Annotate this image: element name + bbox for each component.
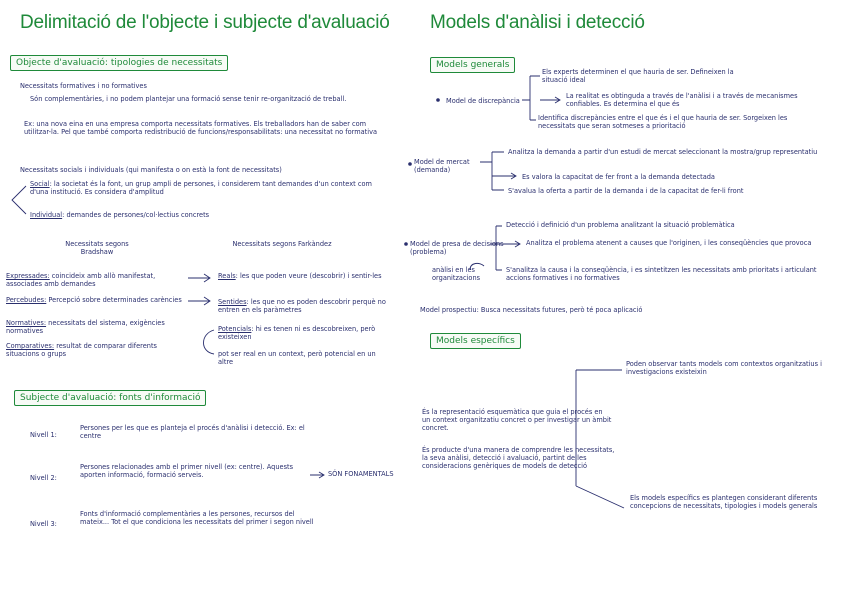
nivell-3-text: Fonts d'informació complementàries a les persones, recursos del mateix... Tot el que condiciona les necessitats del primer i segon nivell bbox=[80, 510, 314, 526]
formatives-example: Ex: una nova eina en una empresa comporta necessitats formatives. Els treballadors han de saber com utilitzar-la. Pel que també comporta redistribució de funcions/responsabilitats: una necessitat no formativa bbox=[24, 120, 378, 136]
especifics-center-1: És la representació esquemàtica que guia el procés en un context organitzatiu concret o per investigar un àmbit concret. bbox=[422, 408, 612, 432]
especifics-right-2: Els models específics es plantegen considerant diferents concepcions de necessitats, tipologies i models generals bbox=[630, 494, 818, 510]
social-label: Social bbox=[30, 180, 50, 188]
especifics-center-2: És producte d'una manera de comprendre les necessitats, la seva anàlisi, detecció i avaluació, partint de les consideracions genèriques de models de detecció bbox=[422, 446, 615, 470]
models-especifics-box: Models específics bbox=[430, 333, 521, 349]
farkandez-item-sentides: Sentides: les que no es poden descobrir perquè no entren en els paràmetres bbox=[218, 298, 386, 314]
bradshaw-item-comparatives: Comparatives: resultat de comparar diferents situacions o grups bbox=[6, 342, 157, 358]
farkandez-item-potencials: Potencials: hi es tenen ni es descobreixen, però existeixen bbox=[218, 325, 376, 341]
bullet-discrepancia bbox=[436, 98, 440, 102]
model-discrepancia-label: Model de discrepància bbox=[446, 97, 520, 105]
farkandez-heading: Necessitats segons Farkàndez bbox=[232, 240, 332, 248]
discrepancia-item-2: La realitat es obtinguda a través de l'anàlisi i a través de mecanismes confiables. Es determina el que és bbox=[566, 92, 798, 108]
right-page-title: Models d'anàlisi i detecció bbox=[430, 12, 645, 33]
formatives-title: Necessitats formatives i no formatives bbox=[20, 82, 147, 90]
individual-label: Individual bbox=[30, 211, 63, 219]
subjecte-heading-box: Subjecte d'avaluació: fonts d'informació bbox=[14, 390, 206, 406]
nivell-2-text: Persones relacionades amb el primer nivell (ex: centre). Aquests aporten informació, formació serveis. bbox=[80, 463, 294, 479]
potencial-curve bbox=[204, 330, 215, 354]
objecte-heading-box: Objecte d'avaluació: tipologies de necessitats bbox=[10, 55, 228, 71]
potencial-note: pot ser real en un context, però potencial en un altre bbox=[218, 350, 376, 366]
especifics-right-1: Poden observar tants models com contextos organitzatius i investigacions existeixin bbox=[626, 360, 822, 376]
individual-text: : demandes de persones/col·lectius concrets bbox=[62, 211, 210, 219]
discrepancia-item-3: Identifica discrepàncies entre el que és i el que hauria de ser. Sorgeixen les necessitats que seran sotmeses a prioritació bbox=[538, 114, 788, 130]
left-page-title: Delimitació de l'objecte i subjecte d'avaluació bbox=[20, 12, 390, 33]
socials-title: Necessitats socials i individuals (qui manifesta o on està la font de necessitats) bbox=[20, 166, 282, 174]
nivell-3-label: Nivell 3: bbox=[30, 520, 57, 528]
mercat-item-3: S'avalua la oferta a partir de la demanda i de la capacitat de fer-li front bbox=[508, 187, 744, 195]
social-bracket bbox=[12, 186, 26, 214]
bullet-mercat bbox=[408, 162, 412, 166]
presa-item-1: Detecció i definició d'un problema analitzant la situació problemàtica bbox=[506, 221, 735, 229]
models-generals-box: Models generals bbox=[430, 57, 515, 73]
bradshaw-heading: Necessitats segons Bradshaw bbox=[65, 240, 129, 256]
mercat-item-1: Analitza la demanda a partir d'un estudi de mercat seleccionant la mostra/grup representatiu bbox=[508, 148, 818, 156]
model-mercat-label: Model de mercat (demanda) bbox=[414, 158, 470, 174]
bullet-presa bbox=[404, 242, 408, 246]
nivell-1-label: Nivell 1: bbox=[30, 431, 57, 439]
model-prospectiu: Model prospectiu: Busca necessitats futures, però té poca aplicació bbox=[420, 306, 643, 314]
son-fonamentals-label: SÓN FONAMENTALS bbox=[328, 470, 394, 478]
formatives-text: Són complementàries, i no podem plantejar una formació sense tenir re-organització de treball. bbox=[30, 95, 347, 103]
presa-sub-label: anàlisi en les organitzacions bbox=[432, 266, 481, 282]
farkandez-item-reals: Reals: les que poden veure (descobrir) i sentir-les bbox=[218, 272, 382, 280]
social-text: : la societat és la font, un grup ampli de persones, i considerem tant demandes d'un context com d'una institució. Es considera d'amplitud bbox=[30, 180, 372, 196]
model-presa-label: Model de presa de decisions (problema) bbox=[410, 240, 504, 256]
presa-item-3: S'analitza la causa i la conseqüència, i es sintetitzen les necessitats amb prioritats i articulant accions formatives i no formatives bbox=[506, 266, 817, 282]
presa-item-2: Analitza el problema atenent a causes que l'originen, i les conseqüències que provoca bbox=[526, 239, 812, 247]
bradshaw-item-expressades: Expressades: coincideix amb allò manifestat, associades amb demandes bbox=[6, 272, 156, 288]
discrepancia-item-1: Els experts determinen el que hauria de ser. Defineixen la situació ideal bbox=[542, 68, 734, 84]
nivell-1-text: Persones per les que es planteja el procés d'anàlisi i detecció. Ex: el centre bbox=[80, 424, 305, 440]
mercat-item-2: Es valora la capacitat de fer front a la demanda detectada bbox=[522, 173, 715, 181]
bradshaw-item-normatives: Normatives: necessitats del sistema, exigències normatives bbox=[6, 319, 165, 335]
bradshaw-item-percebudes: Percebudes: Percepció sobre determinades carències bbox=[6, 296, 182, 304]
nivell-2-label: Nivell 2: bbox=[30, 474, 57, 482]
